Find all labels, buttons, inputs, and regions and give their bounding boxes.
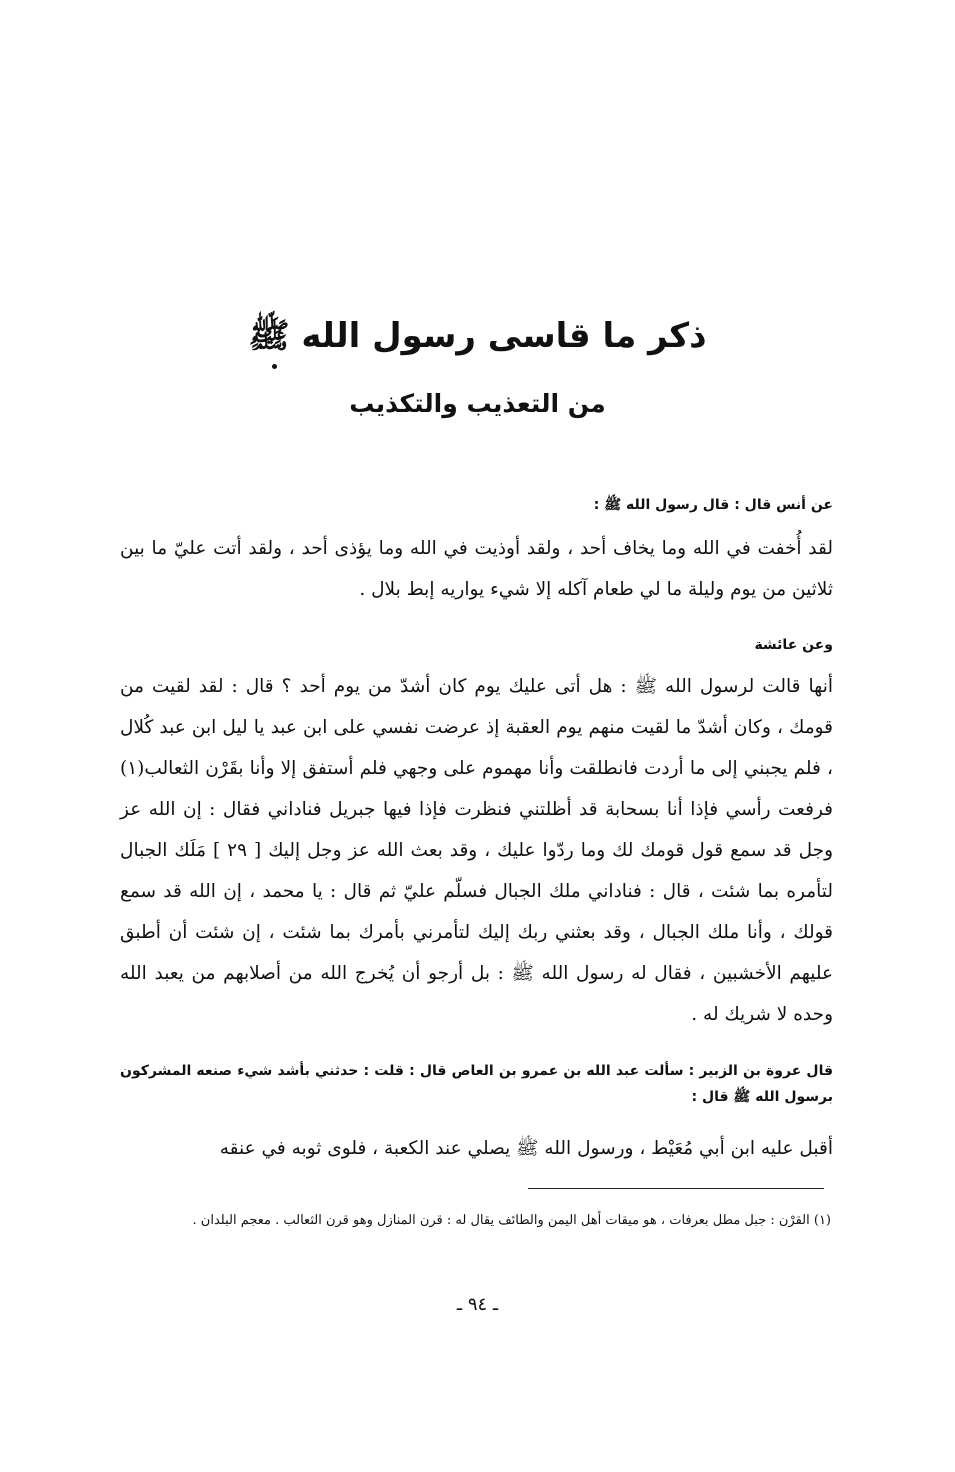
hadith-text-2: أنها قالت لرسول الله ﷺ : هل أتى عليك يوم كان أشدّ من يوم أحد ؟ قال : لقد لقيت من قومك ، وكان أشدّ ما لقيت منهم يوم العقبة إذ عرضت نفسي على ابن عبد يا ليل ابن عبد كُلال ، فلم يجبني إلى ما أردت فانطلقت وأنا مهموم على وجهي فلم أستفق إلا وأنا بقَرْن الثعالب(١) فرفعت رأسي فإذا أنا بسحابة قد أظلتني فنظرت فإذا فيها جبريل فناداني فقال : إن الله عز وجل قد سمع قول قومك لك وما ردّوا عليك ، وقد بعث الله عز وجل إليك [ ٢٩ ] مَلَك الجبال لتأمره بما شئت ، قال : فناداني ملك الجبال فسلّم عليّ ثم قال : يا محمد ، إن الله قد سمع قولك ، وأنا ملك الجبال ، وقد بعثني ربك إليك لتأمرني بأمرك بما شئت ، إن شئت أن أطبق عليهم الأخشبين ، فقال له رسول الله ﷺ : بل أرجو أن يُخرج الله من أصلابهم من يعبد الله وحده لا شريك له . <box>120 676 834 1025</box>
hadith-text-1: لقد أُخفت في الله وما يخاف أحد ، ولقد أوذيت في الله وما يؤذى أحد ، ولقد أتت عليّ ما بين ثلاثين من يوم وليلة ما لي طعام آكله إلا شيء يواريه إبط بلال . <box>120 538 833 600</box>
chapter-subtitle: من التعذيب والتكذيب <box>349 389 606 418</box>
ornament-dot <box>272 364 277 369</box>
narrator-line-1: عن أنس قال : قال رسول الله ﷺ : <box>593 497 833 513</box>
narrator-line-3: قال عروة بن الزبير : سألت عبد الله بن عمرو بن العاص قال : قلت : حدثني بأشد شيء صنعه المشركون برسول الله ﷺ قال : <box>120 1063 833 1105</box>
page-number: ـ ٩٤ ـ <box>456 1294 499 1315</box>
hadith-text-3: أقبل عليه ابن أبي مُعَيْط ، ورسول الله ﷺ يصلي عند الكعبة ، فلوى ثوبه في عنقه <box>219 1138 833 1159</box>
chapter-title: ذكر ما قاسى رسول الله ﷺ <box>248 316 707 356</box>
footnote-divider <box>528 1188 824 1189</box>
footnote: (١) القرْن : جبل مطل بعرفات ، هو ميقات أهل اليمن والطائف يقال له : قرن المنازل وهو قرن الثعالب . معجم البلدان . <box>192 1213 831 1228</box>
chapter-heading <box>150 312 805 424</box>
narrator-line-2: وعن عائشة <box>754 637 833 653</box>
